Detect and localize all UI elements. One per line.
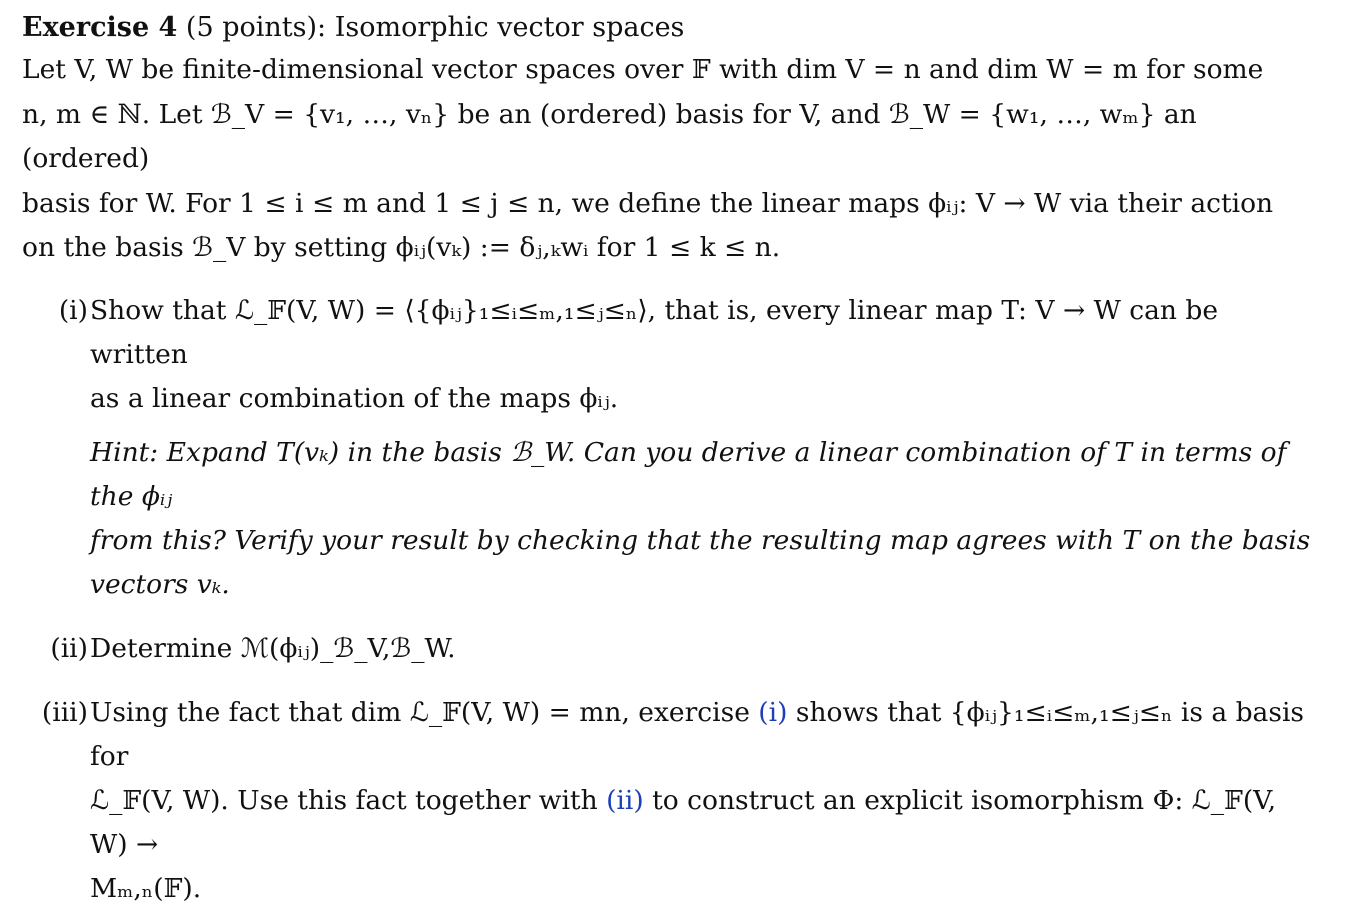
ref-link-ii[interactable]: (ii)	[606, 784, 644, 816]
item-iii-line-2	[90, 779, 1322, 867]
exercise-points: (5 points):	[177, 12, 327, 43]
intro-line-2: n, m ∈ ℕ. Let ℬ_V = {v₁, …, vₙ} be an (ordered) basis for V, and ℬ_W = {w₁, …, wₘ} an (ordered)	[22, 98, 1197, 174]
item-ii-line-1: Determine ℳ(ϕᵢⱼ)_ℬ_V,ℬ_W.	[90, 632, 456, 664]
item-i-hint-line-1: Hint: Expand T(vₖ) in the basis ℬ_W. Can you derive a linear combination of T in terms of the ϕᵢⱼ	[90, 436, 1287, 512]
exercise-intro	[22, 48, 1322, 271]
item-label-iii: (iii)	[41, 696, 88, 728]
intro-line-1: Let V, W be finite-dimensional vector spaces over 𝔽 with dim V = n and dim W = m for some	[22, 54, 1264, 85]
item-iii	[22, 691, 1322, 911]
item-iii-line-1-text-a: Using the fact that dim ℒ_𝔽(V, W) = mn, exercise	[90, 696, 759, 728]
item-iii-line-1-text-b: shows that {ϕᵢⱼ}₁≤ᵢ≤ₘ,₁≤ⱼ≤ₙ is a basis for	[90, 696, 1305, 772]
item-iii-line-2-text-a: ℒ_𝔽(V, W). Use this fact together with	[90, 784, 607, 816]
item-i-line-1: Show that ℒ_𝔽(V, W) = ⟨{ϕᵢⱼ}₁≤ᵢ≤ₘ,₁≤ⱼ≤ₙ⟩, that is, every linear map T: V → W can be written	[90, 294, 1219, 370]
item-label-i: (i)	[58, 294, 88, 326]
exercise-document	[22, 8, 1322, 911]
item-i-line-2: as a linear combination of the maps ϕᵢⱼ.	[90, 382, 619, 414]
item-iii-line-2-text-b: to construct an explicit isomorphism Φ: ℒ_𝔽(V, W) →	[90, 784, 1277, 860]
ref-link-i[interactable]: (i)	[758, 696, 788, 728]
exercise-number: Exercise 4	[22, 12, 178, 43]
item-i	[22, 289, 1322, 607]
item-iii-line-3: Mₘ,ₙ(𝔽).	[90, 872, 202, 904]
exercise-title: Isomorphic vector spaces	[326, 12, 685, 43]
item-i-hint-line-2: from this? Verify your result by checking that the resulting map agrees with T on the basis vectors vₖ.	[90, 524, 1311, 600]
item-label-ii: (ii)	[50, 632, 88, 664]
exercise-items	[22, 289, 1322, 911]
intro-line-4: on the basis ℬ_V by setting ϕᵢⱼ(vₖ) := δⱼ,ₖwᵢ for 1 ≤ k ≤ n.	[22, 232, 781, 263]
item-iii-line-1	[90, 691, 1322, 779]
item-ii	[22, 627, 1322, 671]
exercise-heading	[22, 8, 1322, 48]
intro-line-3: basis for W. For 1 ≤ i ≤ m and 1 ≤ j ≤ n, we define the linear maps ϕᵢⱼ: V → W via their action	[22, 187, 1274, 219]
